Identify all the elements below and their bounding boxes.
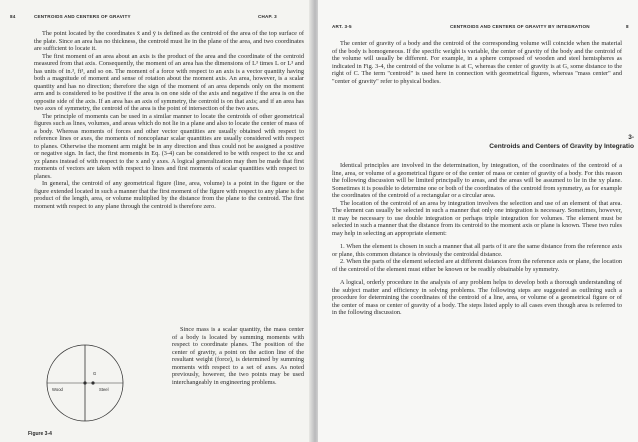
left-page [0, 0, 312, 442]
section-number: 3- [628, 134, 634, 141]
paragraph: In general, the centroid of any geometrical figure (line, area, volume) is a point in the figure or the figure extended located in such a manner that the first moment of the figure with respect to any plane is the product of the length, area, or volume multiplied by the distance from the plane to the centroid. The first moment with respect to any plane through the centroid is therefore zero. [34, 180, 304, 210]
paragraph: A logical, orderly procedure in the analysis of any problem helps to develop both a thorough understanding of the subject matter and efficiency in solving problems. The following steps are suggested as outlining such a procedure for determining the coordinates of the centroid of a line, area, or volume of a geometrical figure or of the center of mass or center of gravity of a body. The steps listed apply to all cases even though area is referred to in the following discussion. [332, 279, 622, 316]
figure-wood-label: Wood [52, 387, 63, 392]
right-body-text [332, 162, 622, 317]
right-page-mark: 8 [626, 24, 629, 29]
right-running-head: CENTROIDS AND CENTERS OF GRAVITY BY INTEGRATION [450, 24, 590, 29]
centroid-point [83, 381, 86, 384]
paragraph: 2. When the parts of the element selected are at different distances from the reference axis or plane, the location of the centroid of the element must either be known or be readily obtainable by symmetry. [332, 258, 622, 273]
paragraph: The point located by the coordinates x̄ and ȳ is defined as the centroid of the area of the top surface of the plate. Since an area has no thickness, the centroid must lie in the plane of the area, and two coordinates are sufficient to locate it. [34, 30, 304, 52]
figure-caption: Figure 3-4 [28, 431, 52, 437]
right-intro-text [332, 40, 622, 85]
paragraph: The first moment of an area about an axis is the product of the area and the coordinate of the centroid measured from that axis. Consequently, the moment of an area has the dimensions of L³ times L or L³ and has units of in.³, ft³, and so on. The moment of a force with respect to an axis is a vector quantity having both a magnitude of moment and sense of rotation about the moment axis. An area, however, is a scalar quantity and has no direction; therefore the sign of the moment of an area depends only on the moment arm and is considered to be positive if the area is on one side of the axis and negative if the area is on the opposite side of the axis. If an area has an axis of symmetry, the centroid is on that axis; and if an area has two axes of symmetry, the centroid of the area is the point of intersection of the two axes. [34, 52, 304, 112]
paragraph: Identical principles are involved in the determination, by integration, of the coordinates of the centroid of a line, area, or volume of a geometrical figure or of the center of mass or center of gravity of a body. For this reason the following discussion will be limited principally to areas, and the areas will be assumed to lie in the xy plane. Sometimes it is possible to determine one or both of the coordinates of the centroid from symmetry, as for example the coordinates of the centroid of a rectangular or a circular area. [332, 162, 622, 199]
left-body-text [34, 30, 304, 210]
left-running-head: CENTROIDS AND CENTERS OF GRAVITY [34, 14, 131, 19]
figure-side-text [172, 326, 304, 386]
sphere-figure [40, 338, 130, 428]
left-page-number: 84 [10, 14, 16, 19]
paragraph: The center of gravity of a body and the centroid of the corresponding volume will coincide when the material of the body is homogeneous. If the specific weight is variable, the center of gravity of the body and the centroid of the volume will usually be different. For example, in a sphere composed of wooden and steel hemispheres as indicated in Fig. 3-4, the centroid of the volume is at C, whereas the center of gravity is at G, some distance to the right of C. The term "centroid" is used here in connection with geometrical figures, whereas "mass center" and "center of gravity" refer to physical bodies. [332, 40, 622, 85]
paragraph: The location of the centroid of an area by integration involves the selection and use of an element of that area. The element can usually be selected in such a manner that only one integration is necessary. Sometimes, however, it may be necessary to use double integration or perhaps triple integration for volumes. The element must be selected in such a manner that the distance from its centroid to the moment axis or plane is known. These two rules may help in selecting an appropriate element: [332, 199, 622, 237]
figure-g-label: G [93, 371, 97, 376]
right-article-number: ART. 3-5 [332, 24, 352, 29]
right-page [318, 0, 638, 442]
gravity-point [91, 381, 94, 384]
paragraph: Since mass is a scalar quantity, the mass center of a body is located by summing moments with respect to coordinate planes. The position of the center of gravity, a point on the action line of the resultant weight (force), is determined by summing moments with respect to a set of axes. As noted previously, however, the two points may be used interchangeably in engineering problems. [172, 326, 304, 386]
figure-steel-label: Steel [99, 387, 109, 392]
paragraph: The principle of moments can be used in a similar manner to locate the centroids of other geometrical figures such as lines, volumes, and areas which do not lie in a plane and also to locate the center of mass of a body. Whereas moments of forces and other vector quantities are usually obtained with respect to reference lines or axes, the moments of noncoplanar scalar quantities are usually considered with respect to planes. Otherwise the moment arm might be in any direction and thus could not be assigned a positive or negative sign. In fact, the first moments in Eq. (3-4) can be considered to be with respect to the xz and yz planes instead of with respect to the x and y axes. A logical generalization may then be made that first moments of vectors are taken with respect to lines and first moments of scalar quantities with respect to planes. [34, 112, 304, 180]
left-chapter-label: CHAP. 3 [258, 14, 277, 19]
section-title: Centroids and Centers of Gravity by Integratio [489, 143, 634, 150]
paragraph: 1. When the element is chosen in such a manner that all parts of it are the same distance from the reference axis or plane, this common distance is obviously the centroidal distance. [332, 243, 622, 258]
